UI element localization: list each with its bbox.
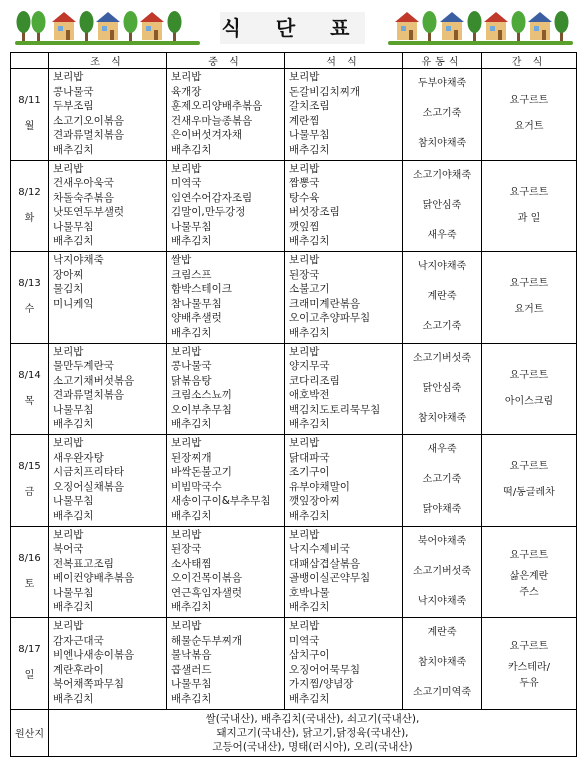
weekday-label: 일 xyxy=(24,670,35,682)
snack-item: 아이스크림 xyxy=(504,395,554,407)
menu-item: 소고기채버섯볶음 xyxy=(53,374,135,387)
menu-item: 보리밥 xyxy=(289,620,320,632)
table-header-row xyxy=(11,53,577,69)
snack-item: 삶은계란 xyxy=(509,570,549,582)
snack-item: 요구르트 xyxy=(509,461,549,473)
day-cell xyxy=(11,252,49,344)
menu-item: 코다리조림 xyxy=(289,374,340,387)
menu-item: 김말이,만두강정 xyxy=(171,206,246,219)
liquid-item: 낙지야채죽 xyxy=(417,261,467,273)
menu-item: 크림소스뇨끼 xyxy=(171,389,232,402)
menu-item: 차돌숙주볶음 xyxy=(53,191,114,204)
menu-item: 배추김치 xyxy=(171,418,212,431)
lunch-cell xyxy=(167,343,285,435)
menu-item: 북어국 xyxy=(53,543,84,556)
menu-item: 조기구이 xyxy=(289,466,330,479)
origin-label: 원산지 xyxy=(11,709,49,756)
header-liquid: 유동식 xyxy=(403,53,482,69)
menu-item: 비엔나새송이볶음 xyxy=(53,649,135,662)
snack-cell xyxy=(482,252,577,344)
menu-item: 보리밥 xyxy=(171,528,202,541)
menu-item: 배추김치 xyxy=(53,509,94,522)
date-label: 8/11 xyxy=(18,95,41,107)
menu-item: 보리밥 xyxy=(289,71,320,83)
menu-item: 육개장 xyxy=(171,85,202,98)
menu-item: 돈갈비김치찌개 xyxy=(289,85,361,98)
weekday-label: 화 xyxy=(24,212,35,224)
menu-item: 깻잎찜 xyxy=(289,220,320,233)
snack-item: 요구르트 xyxy=(509,641,549,653)
date-label: 8/15 xyxy=(18,461,41,473)
menu-item: 배추김치 xyxy=(289,601,330,614)
snack-item: 주스 xyxy=(519,586,539,598)
table-row xyxy=(11,435,577,527)
header-empty xyxy=(11,53,49,69)
menu-item: 배추김치 xyxy=(53,418,94,431)
tree-icon xyxy=(17,11,31,42)
day-cell xyxy=(11,69,49,161)
menu-item: 배추김치 xyxy=(171,601,212,614)
tree-icon xyxy=(512,11,526,42)
dinner-cell xyxy=(285,252,403,344)
menu-item: 배추김치 xyxy=(289,143,330,156)
menu-item: 배추김치 xyxy=(53,235,94,248)
menu-item: 건새우마늘종볶음 xyxy=(171,114,253,127)
day-cell xyxy=(11,526,49,618)
menu-item: 물만두계란국 xyxy=(53,360,114,373)
liquid-cell xyxy=(403,526,482,618)
liquid-item: 소고기버섯죽 xyxy=(413,565,471,577)
menu-item: 오이고추양파무침 xyxy=(289,312,371,325)
table-row xyxy=(11,69,577,161)
date-label: 8/12 xyxy=(18,186,41,198)
liquid-item: 새우죽 xyxy=(427,229,457,241)
menu-item: 낫또연두부샐럿 xyxy=(53,206,125,219)
table-row xyxy=(11,618,577,710)
menu-item: 새송이구이&부추무침 xyxy=(171,495,271,508)
liquid-item: 참치야채죽 xyxy=(417,138,467,150)
snack-item: 요구르트 xyxy=(509,369,549,381)
liquid-item: 참치야채죽 xyxy=(417,412,467,424)
snack-item: 요거트 xyxy=(514,304,544,316)
menu-item: 견과류멸치볶음 xyxy=(53,129,125,142)
liquid-item: 두부야채죽 xyxy=(417,78,467,90)
menu-item: 건새우아욱국 xyxy=(53,177,114,190)
menu-item: 보리밥 xyxy=(53,620,84,632)
menu-item: 된장찌개 xyxy=(171,451,212,464)
menu-item: 두부조림 xyxy=(53,100,94,113)
menu-item: 양지무국 xyxy=(289,360,330,373)
menu-item: 함박스테이크 xyxy=(171,283,232,296)
breakfast-cell xyxy=(49,526,167,618)
lunch-cell xyxy=(167,435,285,527)
liquid-item: 새우죽 xyxy=(427,444,457,456)
lunch-cell xyxy=(167,618,285,710)
liquid-item: 낙지야채죽 xyxy=(417,595,467,607)
snack-item: 떡/동글레차 xyxy=(503,487,555,499)
menu-item: 배추김치 xyxy=(289,235,330,248)
menu-item: 보리밥 xyxy=(171,345,202,358)
house-icon xyxy=(96,12,120,40)
menu-item: 나물무침 xyxy=(171,220,212,233)
date-label: 8/17 xyxy=(18,644,41,656)
menu-item: 골뱅이실곤약무침 xyxy=(289,572,371,585)
menu-item: 견과류멸치볶음 xyxy=(53,389,125,402)
menu-item: 보리밥 xyxy=(53,345,84,358)
menu-item: 연근흑임자샐럿 xyxy=(171,586,243,599)
snack-item: 요거트 xyxy=(514,121,544,133)
menu-item: 오징어실채볶음 xyxy=(53,480,125,493)
menu-item: 나물무침 xyxy=(53,495,94,508)
weekday-label: 월 xyxy=(24,121,35,133)
breakfast-cell xyxy=(49,618,167,710)
menu-item: 보리밥 xyxy=(53,162,84,175)
menu-item: 된장국 xyxy=(289,268,320,281)
menu-item: 낙지수제비국 xyxy=(289,543,350,556)
menu-item: 양배추샐럿 xyxy=(171,312,222,325)
snack-cell xyxy=(482,618,577,710)
liquid-cell xyxy=(403,69,482,161)
dinner-cell xyxy=(285,69,403,161)
day-cell xyxy=(11,160,49,252)
page-title: 식 단 표 xyxy=(220,12,365,44)
date-label: 8/13 xyxy=(18,278,41,290)
liquid-item: 소고기버섯죽 xyxy=(413,352,471,364)
menu-item: 훈제오리양배추볶음 xyxy=(171,100,263,113)
menu-item: 나물무침 xyxy=(53,220,94,233)
header-breakfast: 조 식 xyxy=(49,53,167,69)
menu-item: 깻잎장아찌 xyxy=(289,495,340,508)
tree-icon xyxy=(468,11,482,42)
menu-item: 보리밥 xyxy=(289,162,320,175)
menu-item: 배추김치 xyxy=(289,509,330,522)
liquid-cell xyxy=(403,252,482,344)
menu-item: 배추김치 xyxy=(53,692,94,705)
house-icon xyxy=(140,12,164,40)
menu-item: 닭볶음탕 xyxy=(171,374,212,387)
liquid-cell xyxy=(403,343,482,435)
menu-item: 백김치도토리묵무침 xyxy=(289,403,381,416)
menu-item: 나물무침 xyxy=(53,586,94,599)
menu-item: 소불고기 xyxy=(289,283,330,296)
menu-item: 해물순두부찌개 xyxy=(171,634,243,647)
menu-item: 보리밥 xyxy=(289,528,320,541)
snack-item: 요구르트 xyxy=(509,549,549,561)
menu-item: 참나물무침 xyxy=(171,297,222,310)
menu-item: 탕수육 xyxy=(289,191,320,204)
menu-item: 콩나물국 xyxy=(53,85,94,98)
snack-cell xyxy=(482,160,577,252)
menu-item: 불낙볶음 xyxy=(171,649,212,662)
menu-item: 계란후라이 xyxy=(53,663,104,676)
menu-item: 배추김치 xyxy=(53,143,94,156)
date-label: 8/16 xyxy=(18,552,41,564)
menu-item: 애호박전 xyxy=(289,389,330,402)
menu-item: 배추김치 xyxy=(171,692,212,705)
menu-item: 크래미계란볶음 xyxy=(289,297,361,310)
menu-item: 베이컨양배추볶음 xyxy=(53,572,135,585)
menu-item: 배추김치 xyxy=(171,235,212,248)
house-icon xyxy=(395,12,419,40)
lunch-cell xyxy=(167,160,285,252)
menu-item: 삼치구이 xyxy=(289,649,330,662)
menu-item: 가지찜/양념장 xyxy=(289,678,354,691)
menu-item: 된장국 xyxy=(171,543,202,556)
liquid-cell xyxy=(403,435,482,527)
menu-item: 소사태찜 xyxy=(171,557,212,570)
menu-item: 쌀밥 xyxy=(171,254,192,266)
tree-icon xyxy=(124,11,138,42)
menu-item: 감자근대국 xyxy=(53,634,104,647)
menu-item: 계란찜 xyxy=(289,114,320,127)
dinner-cell xyxy=(285,160,403,252)
dinner-cell xyxy=(285,618,403,710)
header-dinner: 석 식 xyxy=(285,53,403,69)
dinner-cell xyxy=(285,526,403,618)
snack-item: 요구르트 xyxy=(509,186,549,198)
header-lunch: 중 식 xyxy=(167,53,285,69)
menu-item: 보리밥 xyxy=(289,254,320,266)
weekday-label: 금 xyxy=(24,487,35,499)
breakfast-cell xyxy=(49,69,167,161)
liquid-item: 소고기죽 xyxy=(422,108,462,120)
menu-item: 보리밥 xyxy=(171,71,202,83)
table-row xyxy=(11,343,577,435)
header-snack: 간 식 xyxy=(482,53,577,69)
liquid-cell xyxy=(403,160,482,252)
breakfast-cell xyxy=(49,343,167,435)
menu-item: 배추김치 xyxy=(289,326,330,339)
menu-item: 미역국 xyxy=(289,634,320,647)
liquid-item: 참치야채죽 xyxy=(417,657,467,669)
house-icon xyxy=(484,12,508,40)
liquid-item: 소고기야채죽 xyxy=(413,169,471,181)
snack-item: 과 일 xyxy=(517,212,541,224)
dinner-cell xyxy=(285,435,403,527)
tree-icon xyxy=(32,11,46,42)
menu-item: 시금치프리타타 xyxy=(53,466,125,479)
snack-cell xyxy=(482,343,577,435)
menu-item: 낙지야채죽 xyxy=(53,254,104,266)
breakfast-cell xyxy=(49,435,167,527)
menu-item: 콩나물국 xyxy=(171,360,212,373)
menu-item: 오징어어묵무침 xyxy=(289,663,361,676)
house-icon xyxy=(52,12,76,40)
origin-line: 돼지고기(국내산), 닭고기,닭정육(국내산), xyxy=(216,726,409,739)
date-label: 8/14 xyxy=(18,369,41,381)
table-row xyxy=(11,526,577,618)
breakfast-cell xyxy=(49,160,167,252)
menu-item: 임연수어감자조림 xyxy=(171,191,253,204)
liquid-item: 북어야채죽 xyxy=(417,535,467,547)
menu-item: 콥샐러드 xyxy=(171,663,212,676)
menu-item: 물김치 xyxy=(53,283,84,296)
breakfast-cell xyxy=(49,252,167,344)
origin-text xyxy=(49,709,577,756)
liquid-item: 닭안심죽 xyxy=(422,199,462,211)
tree-icon xyxy=(555,11,569,42)
header-decoration xyxy=(0,0,585,50)
meal-plan-table xyxy=(10,52,577,757)
snack-cell xyxy=(482,435,577,527)
menu-item: 미니케잌 xyxy=(53,297,94,310)
lunch-cell xyxy=(167,252,285,344)
origin-row xyxy=(11,709,577,756)
menu-item: 보리밥 xyxy=(171,620,202,632)
weekday-label: 목 xyxy=(24,395,35,407)
table-row xyxy=(11,252,577,344)
menu-item: 짬뽕국 xyxy=(289,177,320,190)
menu-item: 유부야채말이 xyxy=(289,480,350,493)
liquid-cell xyxy=(403,618,482,710)
menu-item: 장아찌 xyxy=(53,268,84,281)
house-icon xyxy=(528,12,552,40)
menu-item: 보리밥 xyxy=(289,437,320,449)
liquid-item: 소고기죽 xyxy=(422,474,462,486)
day-cell xyxy=(11,435,49,527)
liquid-item: 계란죽 xyxy=(427,627,457,639)
day-cell xyxy=(11,343,49,435)
menu-item: 닭대파국 xyxy=(289,451,330,464)
dinner-cell xyxy=(285,343,403,435)
origin-line: 쌀(국내산), 배추김치(국내산), 쇠고기(국내산), xyxy=(205,712,420,725)
snack-item: 카스테라/ xyxy=(507,662,550,674)
table-row xyxy=(11,160,577,252)
weekday-label: 수 xyxy=(24,304,35,316)
weekday-label: 토 xyxy=(24,578,35,590)
menu-item: 소고기오이볶음 xyxy=(53,114,125,127)
menu-item: 나물무침 xyxy=(53,403,94,416)
menu-item: 보리밥 xyxy=(171,162,202,175)
liquid-item: 계란죽 xyxy=(427,291,457,303)
menu-item: 버섯장조림 xyxy=(289,206,340,219)
liquid-item: 닭안심죽 xyxy=(422,382,462,394)
day-cell xyxy=(11,618,49,710)
menu-item: 은이버섯겨자채 xyxy=(171,129,243,142)
snack-cell xyxy=(482,526,577,618)
menu-item: 보리밥 xyxy=(53,528,84,541)
menu-item: 보리밥 xyxy=(289,345,320,358)
menu-item: 호박나물 xyxy=(289,586,330,599)
menu-item: 보리밥 xyxy=(171,437,202,449)
origin-line: 고등어(국내산), 명태(러시아), 오리(국내산) xyxy=(212,740,413,753)
menu-item: 배추김치 xyxy=(289,692,330,705)
menu-item: 크림스프 xyxy=(171,268,212,281)
menu-item: 보리밥 xyxy=(53,71,84,83)
menu-item: 나물무침 xyxy=(289,129,330,142)
lunch-cell xyxy=(167,69,285,161)
liquid-item: 소고기죽 xyxy=(422,321,462,333)
snack-item: 요구르트 xyxy=(509,278,549,290)
menu-item: 오이건목이볶음 xyxy=(171,572,243,585)
menu-item: 전복표고조림 xyxy=(53,557,114,570)
menu-item: 배추김치 xyxy=(171,509,212,522)
menu-item: 배추김치 xyxy=(171,326,212,339)
snack-item: 요구르트 xyxy=(509,95,549,107)
house-icon xyxy=(440,12,464,40)
liquid-item: 소고기미역죽 xyxy=(413,687,471,699)
tree-icon xyxy=(423,11,437,42)
menu-item: 북어채쪽파무침 xyxy=(53,678,125,691)
snack-cell xyxy=(482,69,577,161)
tree-icon xyxy=(168,11,182,42)
menu-item: 대패삼겹살볶음 xyxy=(289,557,361,570)
menu-item: 배추김치 xyxy=(53,601,94,614)
tree-icon xyxy=(80,11,94,42)
menu-item: 나물무침 xyxy=(171,678,212,691)
liquid-item: 닭야채죽 xyxy=(422,504,462,516)
menu-item: 보리밥 xyxy=(53,437,84,449)
menu-item: 바싹돈불고기 xyxy=(171,466,232,479)
snack-item: 두유 xyxy=(519,678,539,690)
menu-item: 배추김치 xyxy=(171,143,212,156)
menu-item: 갈치조림 xyxy=(289,100,330,113)
menu-item: 새우완자탕 xyxy=(53,451,104,464)
menu-item: 오이부추무침 xyxy=(171,403,232,416)
menu-item: 미역국 xyxy=(171,177,202,190)
menu-item: 배추김치 xyxy=(289,418,330,431)
lunch-cell xyxy=(167,526,285,618)
menu-item: 비빔막국수 xyxy=(171,480,222,493)
